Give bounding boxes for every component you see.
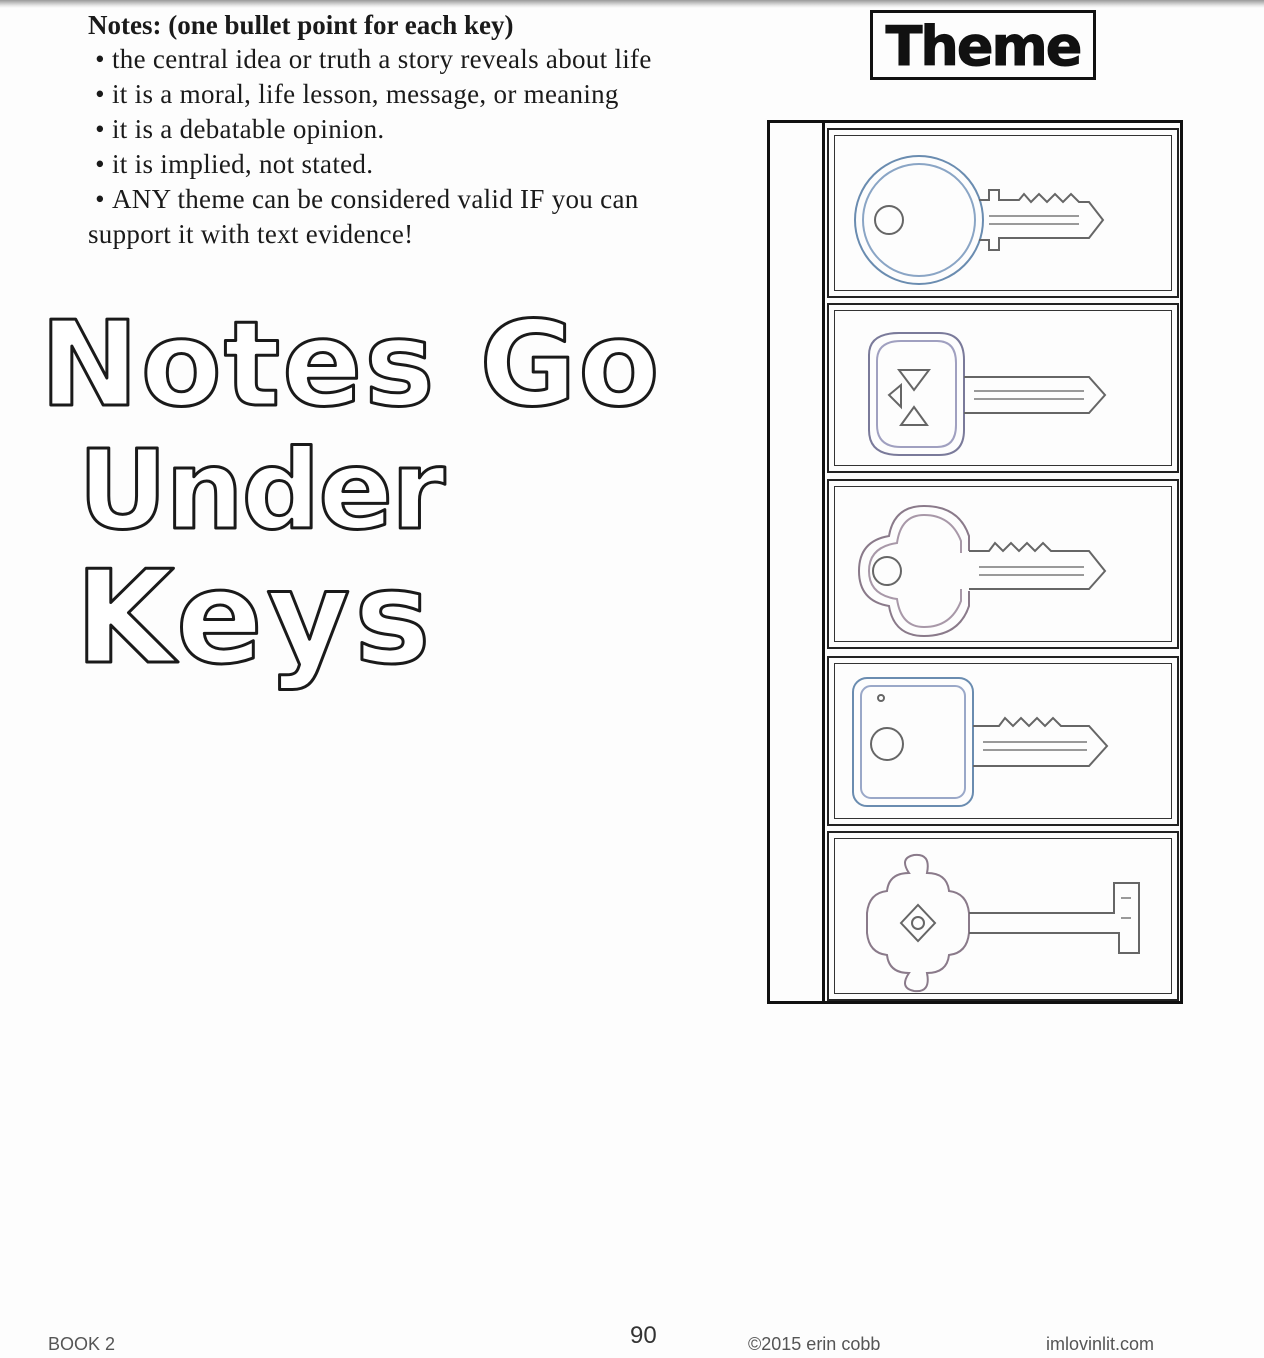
handwriting-line-2: Under — [78, 426, 444, 554]
list-item — [88, 112, 708, 147]
bullet-icon: • — [95, 149, 105, 179]
list-item — [88, 42, 708, 77]
key-foldable — [767, 120, 1183, 1004]
key-panel-4 — [827, 656, 1179, 826]
handwritten-note — [20, 290, 700, 770]
notes-section — [88, 8, 708, 252]
footer-copyright: ©2015 erin cobb — [748, 1334, 881, 1354]
round-key-icon — [839, 140, 1169, 290]
list-item — [88, 182, 708, 252]
house-key-icon — [839, 315, 1169, 465]
handwriting-line-3: Keys — [75, 544, 435, 693]
notes-list — [88, 42, 708, 252]
list-item — [88, 77, 708, 112]
handwriting-line-1: Notes Go — [40, 295, 662, 433]
square-key-icon — [839, 668, 1169, 818]
theme-title-box — [870, 10, 1096, 80]
list-item — [88, 147, 708, 182]
bullet-icon: • — [95, 114, 105, 144]
bullet-icon: • — [95, 184, 105, 214]
page-number: 90 — [630, 1322, 657, 1349]
notes-heading: Notes: (one bullet point for each key) — [88, 10, 514, 40]
page-title: Theme — [885, 15, 1081, 77]
fold-strip — [770, 123, 825, 1001]
footer-book: BOOK 2 — [48, 1334, 116, 1354]
bullet-text: the central idea or truth a story reveals about life — [112, 44, 652, 74]
bullet-text: it is a moral, life lesson, message, or meaning — [112, 79, 619, 109]
footer-site: imlovinlit.com — [1046, 1334, 1155, 1354]
key-panel-1 — [827, 128, 1179, 298]
skeleton-key-icon — [839, 843, 1169, 993]
bullet-text: it is implied, not stated. — [112, 149, 374, 179]
scan-edge — [0, 0, 1264, 8]
theme-title-lettering — [873, 13, 1093, 77]
bullet-text: ANY theme can be considered valid IF you can support it with text evidence! — [88, 184, 639, 249]
bullet-icon: • — [95, 79, 105, 109]
key-panel-2 — [827, 303, 1179, 473]
key-panel-5 — [827, 831, 1179, 1001]
clover-key-icon — [839, 491, 1169, 641]
key-panel-3 — [827, 479, 1179, 649]
bullet-text: it is a debatable opinion. — [112, 114, 385, 144]
bullet-icon: • — [95, 44, 105, 74]
